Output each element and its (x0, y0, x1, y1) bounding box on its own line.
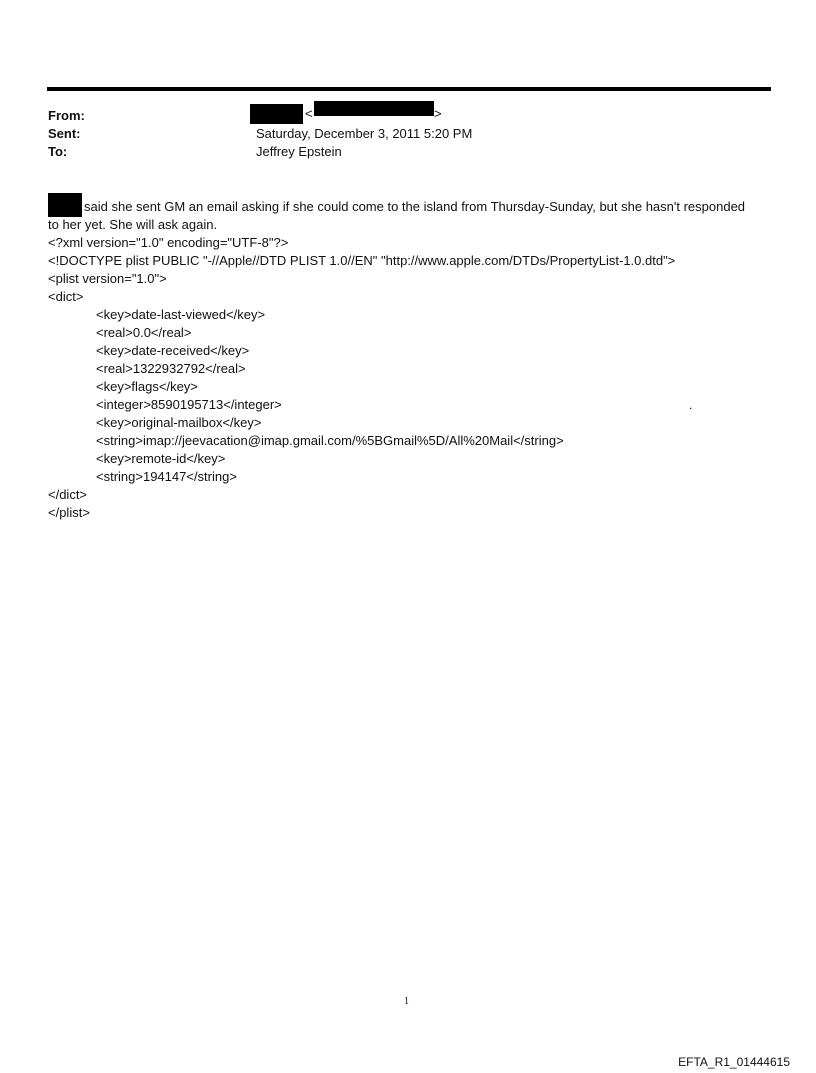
redaction-body-name (48, 193, 82, 217)
from-lt: < (305, 106, 313, 121)
xml-line: <key>original-mailbox</key> (96, 415, 262, 430)
xml-line: <real>0.0</real> (96, 325, 192, 340)
bates-id: EFTA_R1_01444615 (678, 1055, 790, 1069)
xml-line: <!DOCTYPE plist PUBLIC "-//Apple//DTD PLIST 1.0//EN" "http://www.apple.com/DTDs/PropertyList-1.0.dtd"> (48, 253, 676, 268)
redaction-sender-name (250, 104, 303, 124)
xml-line: <integer>8590195713</integer> (96, 397, 282, 412)
to-label: To: (48, 144, 68, 159)
stray-mark: . (689, 398, 693, 412)
from-label: From: (48, 108, 85, 123)
body-line-2: to her yet. She will ask again. (48, 217, 218, 232)
xml-line: <key>remote-id</key> (96, 451, 226, 466)
redaction-sender-email (314, 101, 434, 116)
xml-line: <real>1322932792</real> (96, 361, 246, 376)
xml-line: <string>imap://jeevacation@imap.gmail.com/%5BGmail%5D/All%20Mail</string> (96, 433, 564, 448)
xml-line: <string>194147</string> (96, 469, 237, 484)
xml-line: <key>date-last-viewed</key> (96, 307, 266, 322)
page-number: 1 (404, 996, 409, 1007)
sent-value: Saturday, December 3, 2011 5:20 PM (256, 126, 473, 141)
header-rule (47, 87, 771, 91)
xml-line: <dict> (48, 289, 84, 304)
xml-line: <key>flags</key> (96, 379, 198, 394)
to-value: Jeffrey Epstein (256, 144, 342, 159)
xml-line: </plist> (48, 505, 90, 520)
xml-line: <plist version="1.0"> (48, 271, 167, 286)
sent-label: Sent: (48, 126, 81, 141)
body-line-1: said she sent GM an email asking if she could come to the island from Thursday-Sunday, but she hasn't responded (84, 199, 746, 214)
xml-line: </dict> (48, 487, 88, 502)
from-gt: > (434, 106, 442, 121)
xml-line: <?xml version="1.0" encoding="UTF-8"?> (48, 235, 289, 250)
xml-line: <key>date-received</key> (96, 343, 250, 358)
